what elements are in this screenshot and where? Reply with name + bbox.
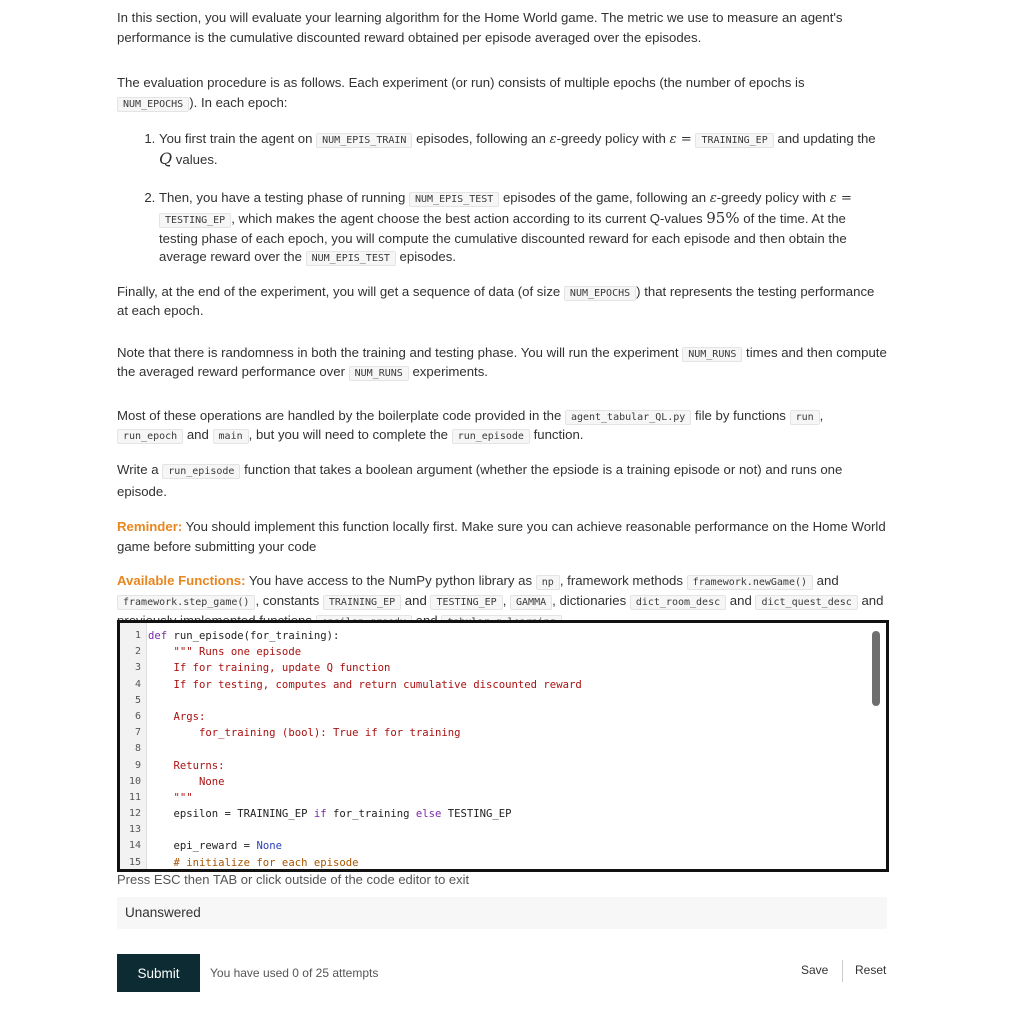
line-number: 11 <box>128 791 141 803</box>
code-run-epoch: run_epoch <box>117 429 183 444</box>
code-gamma: GAMMA <box>510 595 552 610</box>
code-num-epis-test-2: NUM_EPIS_TEST <box>306 251 396 266</box>
code-training-ep-2: TRAINING_EP <box>323 595 401 610</box>
line-number: 15 <box>128 856 141 868</box>
code-text <box>148 660 390 676</box>
randomness-paragraph: Note that there is randomness in both the training and testing phase. You will run the experiment NUM_RUNS times and then compute the averaged reward performance over NUM_RUNS experiments. <box>117 345 887 379</box>
code-token: for_training <box>326 808 416 821</box>
procedure-paragraph: The evaluation procedure is as follows. Each experiment (or run) consists of multiple epochs (the number of epochs is NUM_EPOCHS ). In each epoch: <box>117 75 805 110</box>
editor-exit-hint: Press ESC then TAB or click outside of the code editor to exit <box>117 872 470 887</box>
code-line[interactable] <box>120 822 886 838</box>
code-testing-ep-2: TESTING_EP <box>430 595 502 610</box>
problem-text <box>117 8 887 632</box>
code-token: If for training, update Q function <box>148 662 391 675</box>
code-token: # initialize for each episode <box>148 856 359 869</box>
code-testing-ep: TESTING_EP <box>159 213 231 228</box>
code-editor[interactable] <box>117 620 889 872</box>
line-number: 6 <box>134 710 141 722</box>
available-functions-label: Available Functions: <box>117 573 246 588</box>
code-line[interactable] <box>120 838 886 854</box>
step-train: 1. You first train the agent on NUM_EPIS_TRAIN episodes, following an ε-greedy policy with ε = TRAINING_EP and updating the Q values. <box>159 130 887 169</box>
code-dict-quest-desc: dict_quest_desc <box>755 595 857 610</box>
code-text <box>148 855 358 871</box>
code-token: Args: <box>148 710 206 723</box>
line-number: 12 <box>128 808 141 820</box>
code-token: epi_reward = <box>148 840 257 853</box>
code-line[interactable] <box>120 644 886 660</box>
code-text <box>148 628 339 644</box>
code-text <box>148 774 225 790</box>
code-line[interactable] <box>120 758 886 774</box>
boilerplate-paragraph: Most of these operations are handled by the boilerplate code provided in the agent_tabular_QL.py file by functions run , run_epoch and main , but you will need to complete the run_episode function. <box>117 408 824 442</box>
line-number: 9 <box>134 759 141 771</box>
code-text <box>148 838 282 854</box>
code-line[interactable] <box>120 725 886 741</box>
line-number: 1 <box>134 630 141 641</box>
code-line[interactable] <box>120 774 886 790</box>
code-lines[interactable] <box>120 628 886 871</box>
line-number: 3 <box>134 662 141 674</box>
code-text <box>148 725 461 741</box>
finally-paragraph: Finally, at the end of the experiment, you will get a sequence of data (of size NUM_EPOCHS ) that represents the testing performance at each epoch. <box>117 284 875 318</box>
code-training-ep: TRAINING_EP <box>695 133 773 148</box>
answer-status-box <box>117 897 887 929</box>
code-main: main <box>213 429 249 444</box>
code-num-runs-2: NUM_RUNS <box>349 366 409 381</box>
code-num-epis-train: NUM_EPIS_TRAIN <box>316 133 412 148</box>
step-test: 2. Then, you have a testing phase of running NUM_EPIS_TEST episodes of the game, following an ε-greedy policy with ε = TESTING_EP , which makes the agent choose the best action according to its current Q-values 95% of the time. At the testing phase of each epoch, you will compute the cumulative discounted reward for each episode and then obtain the average reward over the NUM_EPIS_TEST episodes. <box>159 189 887 268</box>
code-line[interactable] <box>120 806 886 822</box>
code-token: TESTING_EP <box>441 808 512 821</box>
code-num-epis-test: NUM_EPIS_TEST <box>409 192 499 207</box>
code-token: epsilon = TRAINING_EP <box>148 808 314 821</box>
code-token: """ Runs one episode <box>148 646 302 659</box>
editor-scrollbar[interactable] <box>872 631 880 706</box>
code-new-game: framework.newGame() <box>687 575 813 590</box>
code-text <box>148 806 512 822</box>
line-number: 14 <box>128 840 141 852</box>
code-line[interactable] <box>120 855 886 871</box>
code-text <box>148 709 205 725</box>
code-token: else <box>415 808 442 821</box>
code-token: None <box>148 775 225 788</box>
code-line[interactable] <box>120 660 886 676</box>
code-line[interactable] <box>120 709 886 725</box>
code-text <box>148 677 582 693</box>
code-line[interactable] <box>120 741 886 757</box>
code-line[interactable] <box>120 628 886 644</box>
save-button[interactable]: Save <box>801 963 829 977</box>
code-run-episode-2: run_episode <box>162 464 240 479</box>
action-divider <box>842 960 843 982</box>
code-token: run_episode(for_training): <box>173 630 340 642</box>
line-number: 8 <box>134 743 141 755</box>
reminder-label: Reminder: <box>117 519 183 534</box>
code-line[interactable] <box>120 790 886 806</box>
intro-paragraph: In this section, you will evaluate your learning algorithm for the Home World game. The metric we use to measure an agent's performance is the cumulative discounted reward obtained per episode averaged over the episodes. <box>117 10 843 45</box>
submit-button[interactable]: Submit <box>117 954 200 992</box>
line-number: 5 <box>134 694 141 706</box>
code-num-epochs: NUM_EPOCHS <box>117 97 189 112</box>
code-num-epochs-2: NUM_EPOCHS <box>564 286 636 301</box>
code-dict-room-desc: dict_room_desc <box>630 595 726 610</box>
code-num-runs: NUM_RUNS <box>682 347 742 362</box>
available-functions-paragraph: Available Functions: You have access to the NumPy python library as np , framework methods framework.newGame() and framework.step_game() , constants TRAINING_EP and TESTING_EP , GAMMA , dictionaries dict_room_desc and dict_quest_desc and <box>117 572 887 632</box>
code-token: None <box>256 840 282 853</box>
code-step-game: framework.step_game() <box>117 595 255 610</box>
write-paragraph: Write a run_episode function that takes a boolean argument (whether the epsiode is a training episode or not) and runs one episode. <box>117 462 843 499</box>
line-number: 4 <box>134 678 141 690</box>
attempts-counter: You have used 0 of 25 attempts <box>210 966 379 980</box>
code-token: """ <box>148 791 193 804</box>
code-line[interactable] <box>120 693 886 709</box>
reset-button[interactable]: Reset <box>855 963 887 977</box>
code-token: Returns: <box>148 759 225 772</box>
code-token: for_training (bool): True if for training <box>148 727 461 740</box>
code-token: def <box>148 630 174 642</box>
line-number: 7 <box>134 727 141 739</box>
code-token: If for testing, computes and return cumulative discounted reward <box>148 678 582 691</box>
code-agent-file: agent_tabular_QL.py <box>565 410 691 425</box>
code-run-episode: run_episode <box>452 429 530 444</box>
code-text <box>148 790 193 806</box>
code-text <box>148 758 225 774</box>
code-line[interactable] <box>120 677 886 693</box>
code-np: np <box>536 575 560 590</box>
reminder-paragraph: Reminder: You should implement this function locally first. Make sure you can achieve reasonable performance on the Home World game before submitting your code <box>117 519 886 554</box>
answer-status: Unanswered <box>125 905 201 920</box>
line-number: 10 <box>128 775 141 787</box>
line-number: 13 <box>128 824 141 836</box>
epoch-steps-list <box>117 130 887 268</box>
code-text <box>148 644 301 660</box>
code-run: run <box>790 410 820 425</box>
line-number: 2 <box>134 646 141 658</box>
code-token: if <box>313 808 327 821</box>
